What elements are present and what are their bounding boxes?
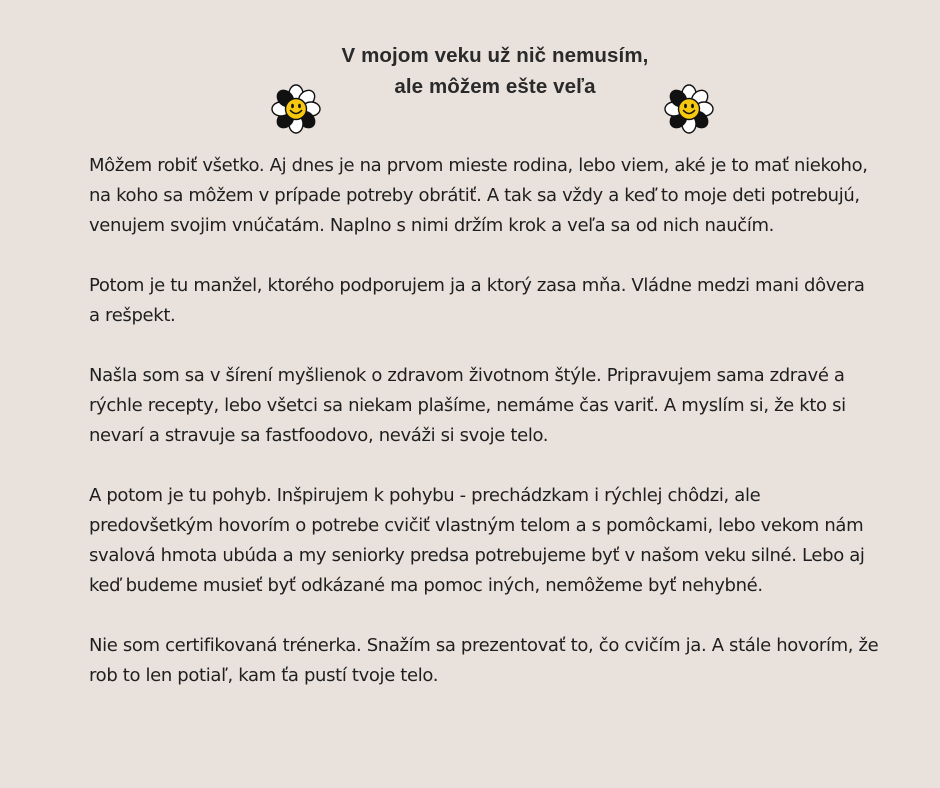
title-line-2: ale môžem ešte veľa: [394, 75, 596, 98]
paragraph-movement: A potom je tu pohyb. Inšpirujem k pohybu - prechádzkam i rýchlej chôdzi, ale predovšetkým hovorím o potrebe cvičiť vlastným telom a s pomôckami, lebo vekom nám svalová hmota ubúda a my seniorky predsa potrebujeme byť v našom veku silné. Lebo aj keď budeme musieť byť odkázané ma pomoc iných, nemôžeme byť nehybné.: [89, 485, 865, 596]
smiley-daisy-icon: [663, 83, 715, 135]
article-body: [89, 151, 879, 691]
smiley-daisy-icon: [270, 83, 322, 135]
paragraph-healthy-lifestyle: Našla som sa v šírení myšlienok o zdravom životnom štýle. Pripravujem sama zdravé a rýchle recepty, lebo všetci sa niekam plašíme, nemáme čas variť. A myslím si, že kto si nevarí a stravuje sa fastfoodovo, neváži si svoje telo.: [89, 365, 846, 446]
paragraph-family: Môžem robiť všetko. Aj dnes je na prvom mieste rodina, lebo viem, aké je to mať niekoho, na koho sa môžem v prípade potreby obrátiť. A tak sa vždy a keď to moje deti potrebujú, venujem svojim vnúčatám. Naplno s nimi držím krok a veľa sa od nich naučím.: [89, 155, 868, 236]
title-line-1: V mojom veku už nič nemusím,: [341, 44, 649, 67]
paragraph-husband: Potom je tu manžel, ktorého podporujem ja a ktorý zasa mňa. Vládne medzi mani dôvera a rešpekt.: [89, 275, 865, 326]
page-title: [0, 40, 940, 102]
paragraph-trainer: Nie som certifikovaná trénerka. Snažím sa prezentovať to, čo cvičím ja. A stále hovorím, že rob to len potiaľ, kam ťa pustí tvoje telo.: [89, 635, 879, 686]
